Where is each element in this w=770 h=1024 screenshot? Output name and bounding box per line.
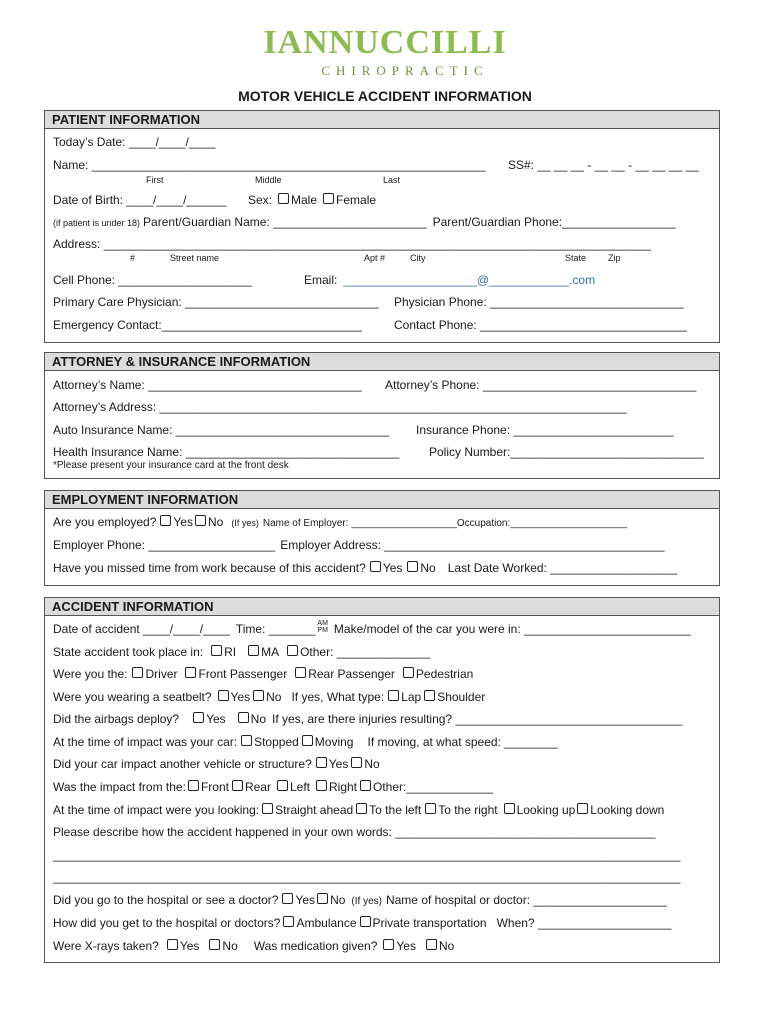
hospital-yes-checkbox[interactable] [282, 893, 293, 904]
impact-right-label: Right [328, 780, 357, 794]
attorney-name-field[interactable]: Attorney’s Name: ________________________________ [53, 378, 362, 392]
ma-checkbox[interactable] [248, 645, 259, 656]
ss-field[interactable]: SS#: __ __ __ - __ __ - __ __ __ __ [508, 158, 699, 172]
speed-field[interactable]: If moving, at what speed: ________ [367, 735, 558, 749]
rear-passenger-checkbox[interactable] [295, 667, 306, 678]
hospital-yes-label: Yes [295, 893, 316, 907]
form-title: MOTOR VEHICLE ACCIDENT INFORMATION [238, 88, 532, 104]
health-insurance-field[interactable]: Health Insurance Name: ________________________________ [53, 445, 400, 459]
emergency-row [53, 318, 713, 336]
state-row [53, 645, 713, 663]
straight-ahead-checkbox[interactable] [262, 803, 273, 814]
last-date-worked-field[interactable]: Last Date Worked: ___________________ [447, 561, 678, 575]
occupation-field[interactable]: Occupation:_____________________ [456, 518, 628, 529]
impact-other-field[interactable]: Other:_____________ [373, 780, 494, 794]
missed-work-question: Have you missed time from work because of this accident? [53, 561, 366, 575]
looking-question: At the time of impact were you looking: [53, 803, 260, 817]
describe-line-1 [53, 848, 713, 866]
airbags-yes-checkbox[interactable] [193, 712, 204, 723]
role-row [53, 667, 713, 685]
car-state-row [53, 735, 713, 753]
sublabel-last: Last [383, 175, 401, 185]
patient-information-section [44, 110, 720, 343]
employed-no-label: No [207, 515, 224, 529]
impact-other-row [53, 757, 713, 775]
ambulance-checkbox[interactable] [283, 916, 294, 927]
xray-yes-label: Yes [179, 939, 200, 953]
stopped-checkbox[interactable] [241, 735, 252, 746]
looking-row [53, 803, 713, 821]
missed-work-row [53, 561, 713, 579]
sublabel-state: State [565, 253, 587, 263]
impact-other-checkbox[interactable] [360, 780, 371, 791]
accident-section [44, 597, 720, 963]
impact-front-label: Front [200, 780, 229, 794]
guardian-phone-field[interactable]: Parent/Guardian Phone:_________________ [432, 215, 676, 229]
am-label[interactable]: AM [317, 620, 328, 627]
employed-no-checkbox[interactable] [195, 515, 206, 526]
stopped-label: Stopped [254, 735, 299, 749]
other-state-checkbox[interactable] [287, 645, 298, 656]
impact-other-yes-label: Yes [328, 757, 349, 771]
missed-work-yes-checkbox[interactable] [370, 561, 381, 572]
looking-down-checkbox[interactable] [577, 803, 588, 814]
section-heading: ACCIDENT INFORMATION [45, 598, 719, 616]
seatbelt-question: Were you wearing a seatbelt? [53, 690, 212, 704]
impact-direction-row [53, 780, 713, 798]
attorney-address-row [53, 400, 713, 418]
sublabel-zip: Zip [608, 253, 621, 263]
male-checkbox[interactable] [278, 193, 289, 204]
female-label: Female [336, 193, 377, 207]
impact-other-no-checkbox[interactable] [351, 757, 362, 768]
pm-label[interactable]: PM [317, 627, 328, 634]
rear-passenger-label: Rear Passenger [308, 667, 395, 681]
hospital-no-label: No [330, 893, 346, 907]
airbags-question: Did the airbags deploy? [53, 712, 180, 726]
employer-name-field[interactable]: Name of Employer: ___________________ [262, 518, 457, 529]
xray-question: Were X-rays taken? [53, 939, 159, 953]
medication-no-checkbox[interactable] [426, 939, 437, 950]
guardian-row [53, 215, 713, 233]
primary-physician-field[interactable]: Primary Care Physician: _____________________________ [53, 295, 379, 309]
describe-row [53, 825, 713, 843]
accident-date-field[interactable]: Date of accident ____/____/____ [53, 622, 230, 636]
driver-label: Driver [145, 667, 178, 681]
describe-field[interactable]: Please describe how the accident happened in your own words: _______________________________________ [53, 825, 656, 839]
missed-work-no-label: No [420, 561, 436, 575]
looking-down-label: Looking down [590, 803, 665, 817]
employed-question: Are you employed? [53, 515, 157, 529]
shoulder-checkbox[interactable] [424, 690, 435, 701]
ambulance-label: Ambulance [296, 916, 357, 930]
attorney-address-field[interactable]: Attorney’s Address: ______________________________________________________________________ [53, 400, 627, 414]
female-checkbox[interactable] [323, 193, 334, 204]
sublabel-middle: Middle [255, 175, 282, 185]
policy-number-field[interactable]: Policy Number:_____________________________ [429, 445, 704, 459]
driver-checkbox[interactable] [132, 667, 143, 678]
impact-rear-checkbox[interactable] [232, 780, 243, 791]
private-transport-label: Private transportation [372, 916, 487, 930]
airbags-no-checkbox[interactable] [238, 712, 249, 723]
impact-right-checkbox[interactable] [316, 780, 327, 791]
accident-date-row [53, 622, 713, 640]
cell-email-row [53, 273, 713, 291]
logo-sub-text: CHIROPRACTIC [321, 63, 489, 78]
email-field[interactable]: ____________________@____________.com [343, 273, 596, 287]
xray-no-label: No [222, 939, 238, 953]
cell-phone-field[interactable]: Cell Phone: ____________________ [53, 273, 252, 287]
dob-field[interactable]: Date of Birth: ____/____/______ [53, 193, 227, 207]
seatbelt-row [53, 690, 713, 708]
to-the-right-checkbox[interactable] [425, 803, 436, 814]
address-field[interactable]: Address: __________________________________________________________________________________ [53, 237, 651, 251]
sublabel-city: City [410, 253, 426, 263]
guardian-name-field[interactable]: Parent/Guardian Name: _______________________ [143, 215, 427, 229]
state-question: State accident took place in: [53, 645, 204, 659]
employed-row [53, 515, 713, 533]
accident-time-field[interactable]: Time: _______ [235, 622, 316, 636]
describe-line-field[interactable]: ______________________________________________________________________________________________ [53, 848, 681, 862]
practice-logo [0, 26, 770, 79]
employer-address-field[interactable]: Employer Address: __________________________________________ [280, 538, 665, 552]
auto-insurance-field[interactable]: Auto Insurance Name: ________________________________ [53, 423, 390, 437]
impact-other-no-label: No [364, 757, 380, 771]
attorney-phone-field[interactable]: Attorney’s Phone: ________________________________ [385, 378, 697, 392]
seatbelt-no-checkbox[interactable] [253, 690, 264, 701]
looking-up-checkbox[interactable] [504, 803, 515, 814]
describe-line-2 [53, 870, 713, 888]
email-label: Email: [304, 273, 338, 287]
sublabel-apt: Apt # [364, 253, 386, 263]
airbags-no-label: No [250, 712, 267, 726]
to-the-left-label: To the left [369, 803, 422, 817]
insurance-card-note [53, 460, 713, 478]
medication-question: Was medication given? [253, 939, 378, 953]
front-passenger-checkbox[interactable] [185, 667, 196, 678]
impact-rear-label: Rear [244, 780, 271, 794]
looking-up-label: Looking up [516, 803, 576, 817]
other-state-field[interactable]: Other: ______________ [300, 645, 431, 659]
straight-ahead-label: Straight ahead [275, 803, 354, 817]
make-model-field[interactable]: Make/model of the car you were in: _________________________ [333, 622, 691, 636]
sublabel-hash: # [130, 253, 136, 263]
contact-phone-field[interactable]: Contact Phone: _______________________________ [394, 318, 687, 332]
ri-label: RI [224, 645, 237, 659]
describe-line-field[interactable]: ______________________________________________________________________________________________ [53, 870, 681, 884]
ma-label: MA [261, 645, 280, 659]
section-heading: PATIENT INFORMATION [45, 111, 719, 129]
medication-yes-checkbox[interactable] [383, 939, 394, 950]
name-field[interactable]: Name: ___________________________________________________________ [53, 158, 486, 172]
name-row [53, 158, 713, 176]
airbags-row [53, 712, 713, 730]
impact-other-question: Did your car impact another vehicle or structure? [53, 757, 312, 771]
to-the-right-label: To the right [438, 803, 498, 817]
impact-left-label: Left [289, 780, 310, 794]
under18-note: (if patient is under 18) [53, 218, 141, 228]
male-label: Male [291, 193, 318, 207]
seatbelt-yes-label: Yes [230, 690, 251, 704]
hospital-name-field[interactable]: Name of hospital or doctor: ____________________ [385, 893, 667, 907]
front-passenger-label: Front Passenger [198, 667, 288, 681]
sex-label: Sex: [248, 193, 273, 207]
employed-yes-label: Yes [173, 515, 193, 529]
when-field[interactable]: When? ____________________ [496, 916, 672, 930]
xray-no-checkbox[interactable] [209, 939, 220, 950]
missed-work-no-checkbox[interactable] [407, 561, 418, 572]
moving-checkbox[interactable] [302, 735, 313, 746]
impact-other-yes-checkbox[interactable] [316, 757, 327, 768]
sublabel-first: First [146, 175, 164, 185]
transport-question: How did you get to the hospital or doctors? [53, 916, 281, 930]
auto-insurance-row [53, 423, 713, 441]
ri-checkbox[interactable] [211, 645, 222, 656]
physician-phone-field[interactable]: Physician Phone: _____________________________ [394, 295, 684, 309]
attorney-name-row [53, 378, 713, 396]
employed-yes-checkbox[interactable] [160, 515, 171, 526]
injuries-field[interactable]: If yes, are there injuries resulting? __________________________________ [272, 712, 683, 726]
insurance-phone-field[interactable]: Insurance Phone: ________________________ [416, 423, 674, 437]
lap-checkbox[interactable] [388, 690, 399, 701]
seatbelt-yes-checkbox[interactable] [218, 690, 229, 701]
physician-row [53, 295, 713, 313]
medication-yes-label: Yes [396, 939, 416, 953]
pedestrian-checkbox[interactable] [403, 667, 414, 678]
section-heading: EMPLOYMENT INFORMATION [45, 491, 719, 509]
insurance-card-note-text: *Please present your insurance card at the front desk [53, 460, 289, 471]
impact-left-checkbox[interactable] [277, 780, 288, 791]
medication-no-label: No [438, 939, 455, 953]
today-date-row [53, 135, 713, 153]
attorney-insurance-section [44, 352, 720, 479]
seatbelt-no-label: No [266, 690, 282, 704]
hospital-no-checkbox[interactable] [317, 893, 328, 904]
hospital-question: Did you go to the hospital or see a doctor? [53, 893, 279, 907]
role-question: Were you the: [53, 667, 128, 681]
hospital-if-yes-note: (If yes) [351, 896, 382, 907]
section-heading: ATTORNEY & INSURANCE INFORMATION [45, 353, 719, 371]
moving-label: Moving [314, 735, 354, 749]
xray-row [53, 939, 713, 957]
missed-work-yes-label: Yes [382, 561, 403, 575]
pedestrian-label: Pedestrian [415, 667, 474, 681]
today-date-field[interactable]: Today’s Date: ____/____/____ [53, 135, 216, 149]
employment-section [44, 490, 720, 586]
logo-main-text: IANNUCCILLI [263, 24, 507, 61]
private-transport-checkbox[interactable] [360, 916, 371, 927]
xray-yes-checkbox[interactable] [167, 939, 178, 950]
impact-front-checkbox[interactable] [188, 780, 199, 791]
lap-label: Lap [401, 690, 422, 704]
if-yes-note: (If yes) [231, 518, 259, 528]
to-the-left-checkbox[interactable] [356, 803, 367, 814]
seatbelt-type-question: If yes, What type: [291, 690, 385, 704]
sublabel-street: Street name [170, 253, 220, 263]
airbags-yes-label: Yes [206, 712, 226, 726]
hospital-row [53, 893, 713, 911]
employer-phone-row [53, 538, 713, 556]
transport-row [53, 916, 713, 934]
dob-row [53, 193, 713, 211]
am-pm-selector[interactable] [317, 620, 328, 634]
impact-direction-question: Was the impact from the: [53, 780, 186, 794]
shoulder-label: Shoulder [437, 690, 486, 704]
emergency-contact-field[interactable]: Emergency Contact:______________________________ [53, 318, 362, 332]
car-state-question: At the time of impact was your car: [53, 735, 238, 749]
employer-phone-field[interactable]: Employer Phone: ___________________ [53, 538, 276, 552]
